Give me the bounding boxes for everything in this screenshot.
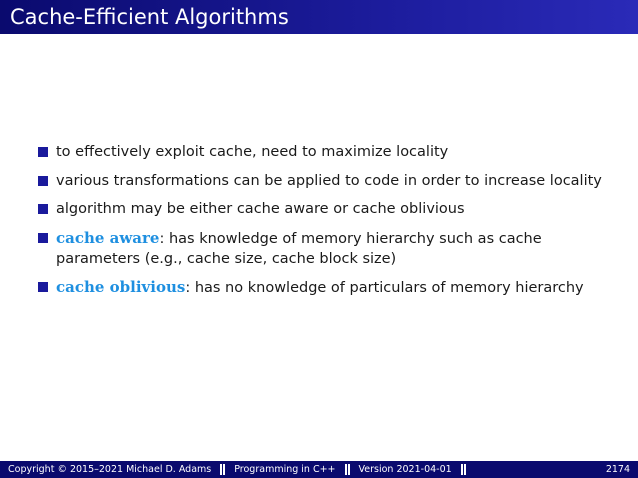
footer-copyright: Copyright © 2015–2021 Michael D. Adams	[8, 464, 212, 475]
bullet-item	[38, 142, 628, 162]
bullet-item	[38, 277, 628, 298]
square-bullet-icon	[38, 204, 48, 214]
footer-bar	[0, 461, 638, 478]
bullet-item	[38, 228, 628, 269]
footer-separator	[345, 464, 350, 475]
square-bullet-icon	[38, 233, 48, 243]
bullet-term: cache oblivious	[56, 278, 186, 296]
footer-page-number: 2174	[605, 464, 630, 475]
footer-separator	[461, 464, 466, 475]
bullet-list	[38, 142, 628, 307]
title-bar	[0, 0, 638, 34]
bullet-item	[38, 199, 628, 219]
slide-title: Cache-Efficient Algorithms	[10, 5, 289, 29]
square-bullet-icon	[38, 282, 48, 292]
bullet-text: algorithm may be either cache aware or cache oblivious	[56, 201, 465, 217]
footer-version: Version 2021-04-01	[358, 464, 452, 475]
square-bullet-icon	[38, 147, 48, 157]
bullet-text: : has knowledge of memory hierarchy such as cache parameters (e.g., cache size, cache block size)	[56, 230, 542, 267]
bullet-text: to effectively exploit cache, need to maximize locality	[56, 144, 449, 160]
bullet-text: : has no knowledge of particulars of memory hierarchy	[185, 280, 584, 296]
footer-course: Programming in C++	[234, 464, 336, 475]
footer-separator	[220, 464, 225, 475]
bullet-text: various transformations can be applied to code in order to increase locality	[56, 172, 602, 189]
bullet-term: cache aware	[56, 228, 160, 247]
square-bullet-icon	[38, 176, 48, 186]
bullet-item	[38, 171, 628, 191]
